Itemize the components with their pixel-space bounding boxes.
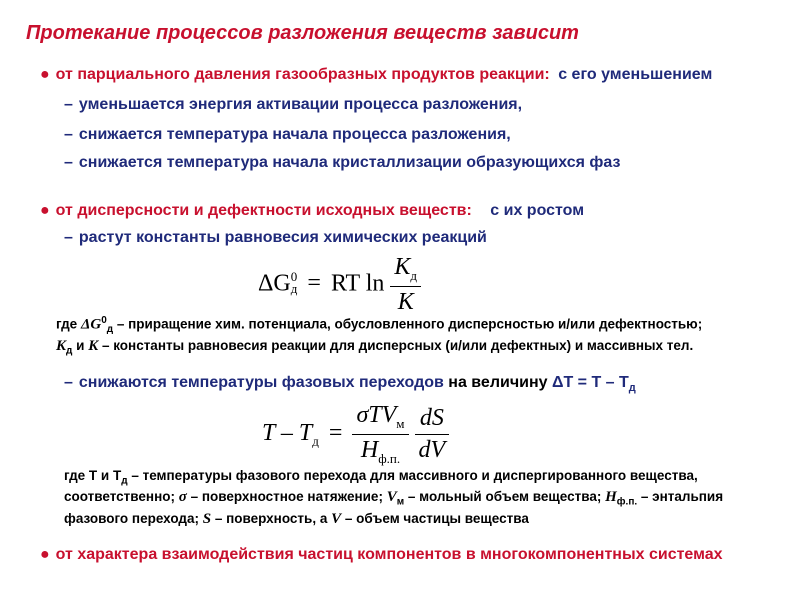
phase-fraction-1: $\frac{\sigma TV_м}{H_{ф.п.}}$	[352, 402, 408, 467]
note1-line2: $K_д$ и K – константы равновесия реакции для дисперсных (и/или дефектных) и массивных тел.	[56, 338, 694, 357]
formula-gibbs: ΔG 0 д = RT ln $\frac{K_д}{K}$	[258, 254, 421, 316]
section1-item-1: – уменьшается энергия активации процесса разложения,	[64, 96, 523, 113]
section2-heading: от дисперсности и дефектности исходных веществ:	[55, 202, 472, 219]
section1-item-3: – снижается температура начала кристаллизации образующихся фаз	[64, 154, 621, 171]
note2-line1: где T и $T_д$ – температуры фазового перехода для массивного и диспергированного вещества,	[64, 468, 698, 487]
section2-item-2: – снижаются температуры фазовых переходов на величину $\Delta T = T - T_д$	[64, 374, 636, 395]
note2-line3: фазового перехода; S – поверхность, а V – объем частицы вещества	[64, 511, 529, 527]
bullet-icon: ●	[40, 546, 50, 563]
note1-line1: где $\Delta G^0_д$ – приращение хим. потенциала, обусловленного дисперсностью и/или дефектностью;	[56, 315, 703, 336]
section1-heading-line	[40, 66, 712, 84]
bullet-icon: ●	[40, 202, 50, 219]
gibbs-fraction: $\frac{K_д}{K}$	[390, 254, 421, 316]
section2-item-1: – растут константы равновесия химических реакций	[64, 229, 487, 246]
bullet-icon: ●	[40, 66, 50, 83]
phase-fraction-2: $\frac{dS}{dV}$	[415, 405, 450, 464]
slide-title: Протекание процессов разложения веществ зависит	[26, 22, 579, 44]
section2-tail: с их ростом	[490, 202, 585, 219]
section1-heading: от парциального давления газообразных продуктов реакции:	[55, 66, 550, 83]
section3-heading: от характера взаимодействия частиц компонентов в многокомпонентных системах	[55, 546, 723, 563]
section1-item-2: – снижается температура начала процесса разложения,	[64, 126, 511, 143]
section1-tail: с его уменьшением	[558, 66, 713, 83]
section2-heading-line	[40, 202, 584, 220]
formula-phase-transition: T – $T_д$ = $\frac{\sigma TV_м}{H_{ф.п.}}$ $\frac{dS}{dV}$	[262, 402, 449, 467]
section3-heading-line	[40, 546, 723, 564]
note2-line2: соответственно; σ – поверхностное натяжение; $V_м$ – мольный объем вещества; $H_{ф.п.}$ – энтальпия	[64, 489, 724, 508]
